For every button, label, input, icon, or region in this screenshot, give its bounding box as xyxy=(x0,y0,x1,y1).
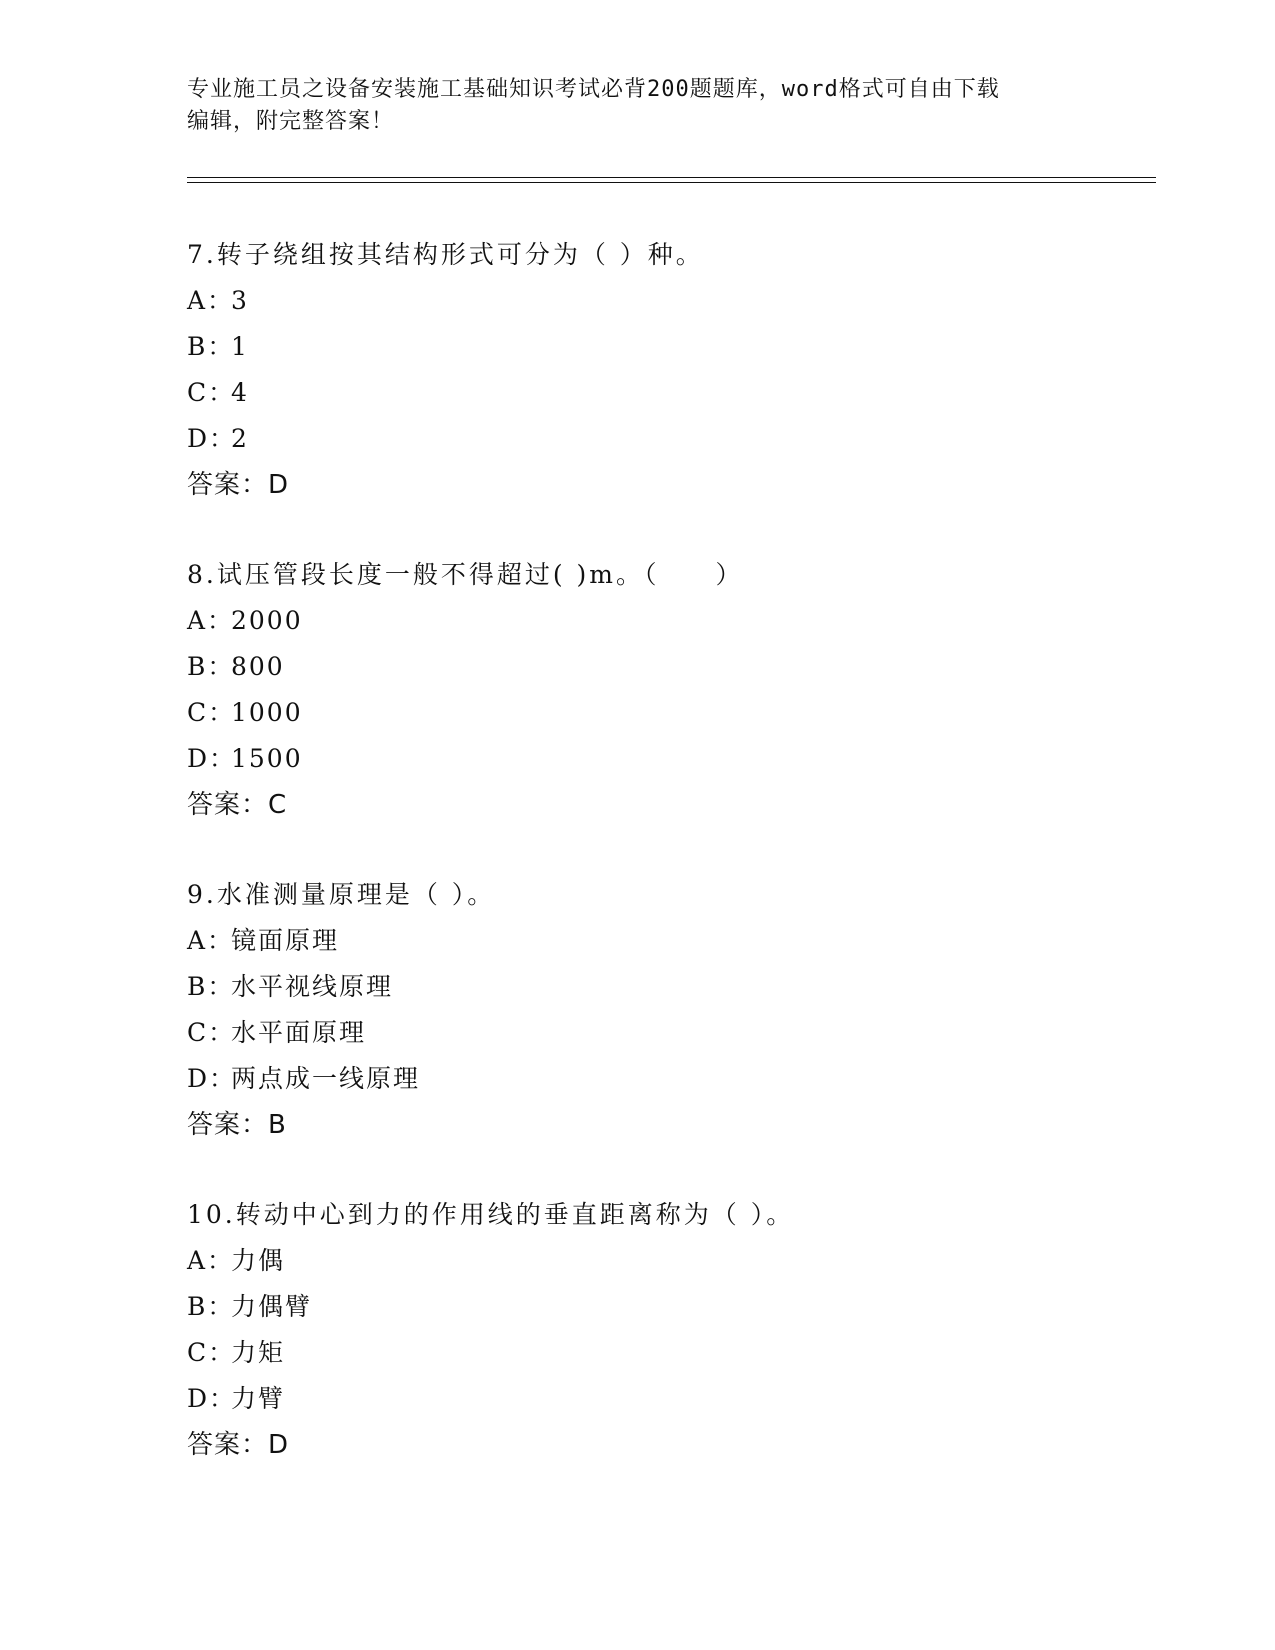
option-letter: C： xyxy=(187,698,236,727)
question-stem: 10.转动中心到力的作用线的垂直距离称为（ ）。 xyxy=(187,1200,795,1229)
header-divider-bottom xyxy=(187,182,1156,183)
option-c xyxy=(187,1010,1147,1056)
document-header xyxy=(187,74,1067,138)
option-d xyxy=(187,736,1147,782)
option-a xyxy=(187,278,1147,324)
option-text: 力偶臂 xyxy=(231,1292,313,1321)
option-text: 1000 xyxy=(231,698,303,727)
option-letter: A： xyxy=(187,926,235,955)
option-b xyxy=(187,964,1147,1010)
option-text: 两点成一线原理 xyxy=(231,1064,421,1093)
answer-line: 答案：C xyxy=(187,790,288,820)
option-d xyxy=(187,1056,1147,1102)
option-d xyxy=(187,416,1147,462)
question-stem: 9.水准测量原理是（ ）。 xyxy=(187,880,496,909)
option-a xyxy=(187,598,1147,644)
question-stem: 8.试压管段长度一般不得超过( )m。（ ） xyxy=(187,560,744,589)
header-line-2: 编辑，附完整答案！ xyxy=(187,109,395,134)
option-text: 镜面原理 xyxy=(231,926,340,955)
option-text: 1 xyxy=(231,332,249,361)
option-letter: B： xyxy=(187,652,235,681)
answer-line: 答案：B xyxy=(187,1110,287,1140)
answer-line: 答案：D xyxy=(187,470,290,500)
option-b xyxy=(187,1284,1147,1330)
header-line-1: 专业施工员之设备安装施工基础知识考试必背200题题库，word格式可自由下载 xyxy=(187,77,1000,102)
option-c xyxy=(187,370,1147,416)
option-text: 4 xyxy=(231,378,249,407)
option-letter: D： xyxy=(187,424,237,453)
question-7 xyxy=(187,232,1147,508)
option-letter: A： xyxy=(187,1246,235,1275)
option-text: 力矩 xyxy=(231,1338,286,1367)
question-stem: 7.转子绕组按其结构形式可分为（ ）种。 xyxy=(187,240,704,269)
option-letter: B： xyxy=(187,332,235,361)
question-10 xyxy=(187,1192,1147,1468)
answer-line: 答案：D xyxy=(187,1430,290,1460)
option-b xyxy=(187,644,1147,690)
option-letter: D： xyxy=(187,1384,237,1413)
option-letter: C： xyxy=(187,1018,236,1047)
option-letter: D： xyxy=(187,1064,237,1093)
option-text: 2000 xyxy=(231,606,303,635)
option-letter: C： xyxy=(187,378,236,407)
option-text: 2 xyxy=(231,424,249,453)
option-text: 1500 xyxy=(231,744,303,773)
option-text: 水平面原理 xyxy=(231,1018,367,1047)
option-c xyxy=(187,690,1147,736)
question-8 xyxy=(187,552,1147,828)
option-b xyxy=(187,324,1147,370)
header-divider-top xyxy=(187,177,1156,178)
option-a xyxy=(187,1238,1147,1284)
option-letter: B： xyxy=(187,1292,235,1321)
option-letter: A： xyxy=(187,606,235,635)
option-letter: B： xyxy=(187,972,235,1001)
option-c xyxy=(187,1330,1147,1376)
option-d xyxy=(187,1376,1147,1422)
option-letter: A： xyxy=(187,286,235,315)
option-a xyxy=(187,918,1147,964)
option-text: 水平视线原理 xyxy=(231,972,394,1001)
option-text: 3 xyxy=(231,286,249,315)
option-letter: D： xyxy=(187,744,237,773)
question-9 xyxy=(187,872,1147,1148)
option-text: 力臂 xyxy=(231,1384,286,1413)
option-letter: C： xyxy=(187,1338,236,1367)
option-text: 力偶 xyxy=(231,1246,286,1275)
option-text: 800 xyxy=(231,652,285,681)
